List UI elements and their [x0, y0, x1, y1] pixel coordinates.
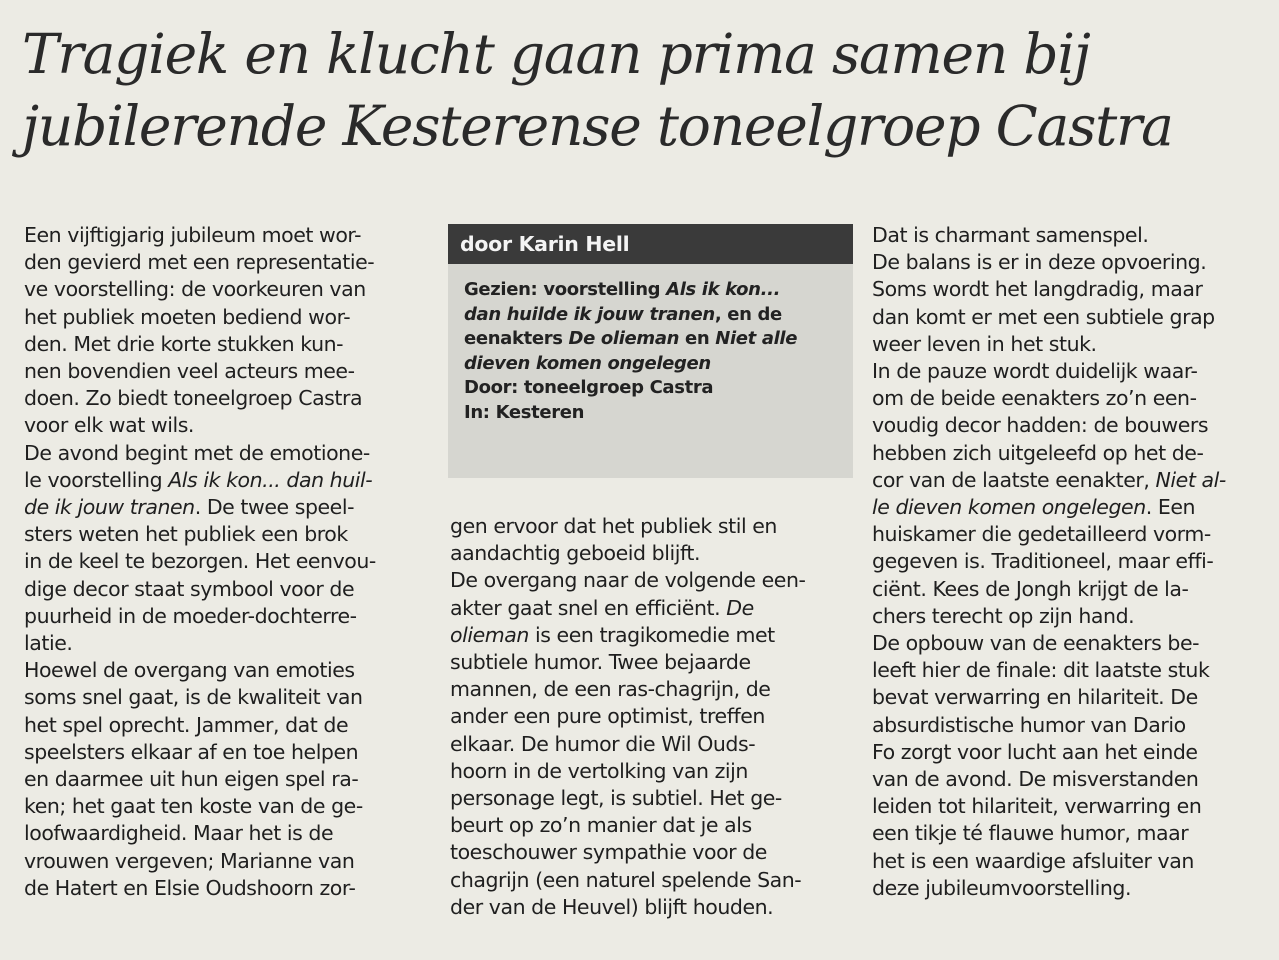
info-line: In: Kesteren	[464, 401, 585, 423]
play-title: dieven komen ongelegen	[464, 352, 711, 374]
text-line: het is een waardige afsluiter van	[872, 848, 1194, 873]
text-line: het spel oprecht. Jammer, dat de	[24, 712, 349, 737]
play-title: le dieven komen ongelegen	[872, 495, 1146, 520]
text-run: , en de	[714, 303, 782, 325]
text-line: chers terecht op zijn hand.	[872, 603, 1135, 628]
info-line	[464, 352, 853, 377]
text-line	[872, 494, 1226, 521]
text-line: een tikje té flauwe humor, maar	[872, 821, 1189, 846]
text-line: soms snel gaat, is de kwaliteit van	[24, 685, 363, 710]
text-line	[24, 467, 376, 494]
text-line: bevat verwarring en hilariteit. De	[872, 685, 1198, 710]
text-line: elkaar. De humor die Wil Ouds-	[450, 731, 756, 756]
text-line: hebben zich uitgeleefd op het de-	[872, 440, 1204, 465]
text-run: . Een	[1145, 495, 1196, 520]
text-run: Gezien: voorstelling	[464, 279, 667, 300]
text-line: loofwaardigheid. Maar het is de	[24, 821, 334, 846]
info-line	[464, 327, 853, 352]
text-line: ander een pure optimist, treffen	[450, 704, 765, 729]
text-line: In de pauze wordt duidelijk waar-	[872, 359, 1198, 384]
text-line: De opbouw van de eenakters be-	[872, 631, 1200, 656]
text-line: nen bovendien veel acteurs mee-	[24, 359, 355, 384]
play-title: Als ik kon...	[666, 279, 781, 300]
play-title: olieman	[450, 622, 529, 647]
text-line	[450, 622, 805, 649]
text-line: de Hatert en Elsie Oudshoorn zor-	[24, 875, 356, 900]
text-line: en daarmee uit hun eigen spel ra-	[24, 767, 359, 792]
text-line: in de keel te bezorgen. Het eenvou-	[24, 549, 376, 574]
text-line: het publiek moeten bediend wor-	[24, 304, 351, 329]
text-line: Soms wordt het langdradig, maar	[872, 277, 1203, 302]
text-line: speelsters elkaar af en toe helpen	[24, 739, 359, 764]
text-line	[450, 595, 805, 622]
text-line: De balans is er in deze opvoering.	[872, 250, 1207, 275]
text-line: van de avond. De misverstanden	[872, 767, 1199, 792]
byline: door Karin Hell	[448, 224, 853, 264]
text-line: beurt op zo’n manier dat je als	[450, 813, 752, 838]
text-line: chagrijn (een naturel spelende San-	[450, 867, 802, 892]
text-line: ciënt. Kees de Jongh krijgt de la-	[872, 576, 1189, 601]
text-line	[24, 494, 376, 521]
info-line	[464, 303, 853, 328]
text-line: Hoewel de overgang van emoties	[24, 658, 355, 683]
article-column-3	[872, 222, 1226, 902]
text-line: deze jubileumvoorstelling.	[872, 875, 1132, 900]
text-line: voudig decor hadden: de bouwers	[872, 413, 1209, 438]
text-line: Een vijftigjarig jubileum moet wor-	[24, 223, 362, 247]
review-details	[448, 264, 853, 425]
text-line: De overgang naar de volgende een-	[450, 568, 806, 593]
text-run: akter gaat snel en efficiënt.	[450, 595, 727, 620]
text-line: toeschouwer sympathie voor de	[450, 840, 767, 865]
text-line: hoorn in de vertolking van zijn	[450, 758, 748, 783]
text-line: personage legt, is subtiel. Het ge-	[450, 786, 782, 811]
text-line: huiskamer die gedetailleerd vorm-	[872, 522, 1211, 547]
text-line: subtiele humor. Twee bejaarde	[450, 650, 751, 675]
text-line: sters weten het publiek een brok	[24, 522, 348, 547]
text-run: en	[679, 328, 716, 349]
text-line: vrouwen vergeven; Marianne van	[24, 848, 355, 873]
text-line: puurheid in de moeder-dochterre-	[24, 603, 357, 628]
text-line: dan komt er met een subtiele grap	[872, 304, 1215, 329]
text-line: leiden tot hilariteit, verwarring en	[872, 794, 1202, 819]
text-run: is een tragikomedie met	[528, 622, 775, 647]
text-run: eenakters	[464, 328, 569, 349]
text-line: ve voorstelling: de voorkeuren van	[24, 277, 366, 302]
play-title: de ik jouw tranen	[24, 495, 195, 520]
text-line: Dat is charmant samenspel.	[872, 223, 1149, 247]
text-run: le voorstelling	[24, 467, 169, 492]
text-line: gen ervoor dat het publiek stil en	[450, 514, 777, 538]
text-line: den. Met drie korte stukken kun-	[24, 331, 344, 356]
text-line: voor elk wat wils.	[24, 413, 194, 438]
text-run: . De twee speel-	[194, 495, 355, 520]
article-column-1	[24, 222, 376, 902]
text-line: aandachtig geboeid blijft.	[450, 541, 701, 566]
text-line: weer leven in het stuk.	[872, 331, 1097, 356]
review-info-box	[448, 224, 853, 478]
text-line: De avond begint met de emotione-	[24, 440, 370, 465]
text-line: ken; het gaat ten koste van de ge-	[24, 794, 363, 819]
text-line: leeft hier de finale: dit laatste stuk	[872, 658, 1210, 683]
play-title: De olieman	[568, 328, 680, 349]
text-line: den gevierd met een representatie-	[24, 250, 375, 275]
article-headline	[22, 18, 1262, 162]
text-line: absurdistische humor van Dario	[872, 712, 1186, 737]
headline-line-2: jubilerende Kesterense toneelgroep Castra	[22, 94, 1173, 158]
info-line: Door: toneelgroep Castra	[464, 377, 714, 398]
play-title: Niet al-	[1155, 467, 1226, 492]
text-line: Fo zorgt voor lucht aan het einde	[872, 739, 1198, 764]
text-line: der van de Heuvel) blijft houden.	[450, 894, 774, 919]
article-column-2	[450, 513, 805, 921]
text-line: om de beide eenakters zo’n een-	[872, 386, 1197, 411]
info-line	[464, 278, 853, 303]
play-title: Als ik kon... dan huil-	[168, 467, 373, 492]
headline-line-1: Tragiek en klucht gaan prima samen bij	[22, 22, 1090, 86]
play-title: dan huilde ik jouw tranen	[464, 303, 715, 325]
text-line: mannen, de een ras-chagrijn, de	[450, 677, 771, 702]
text-run: cor van de laatste eenakter,	[872, 467, 1156, 492]
text-line: gegeven is. Traditioneel, maar effi-	[872, 549, 1214, 574]
text-line	[872, 467, 1226, 494]
text-line: dige decor staat symbool voor de	[24, 576, 355, 601]
text-line: latie.	[24, 631, 73, 656]
text-line: doen. Zo biedt toneelgroep Castra	[24, 386, 363, 411]
play-title: De	[726, 595, 754, 620]
play-title: Niet alle	[715, 328, 798, 349]
